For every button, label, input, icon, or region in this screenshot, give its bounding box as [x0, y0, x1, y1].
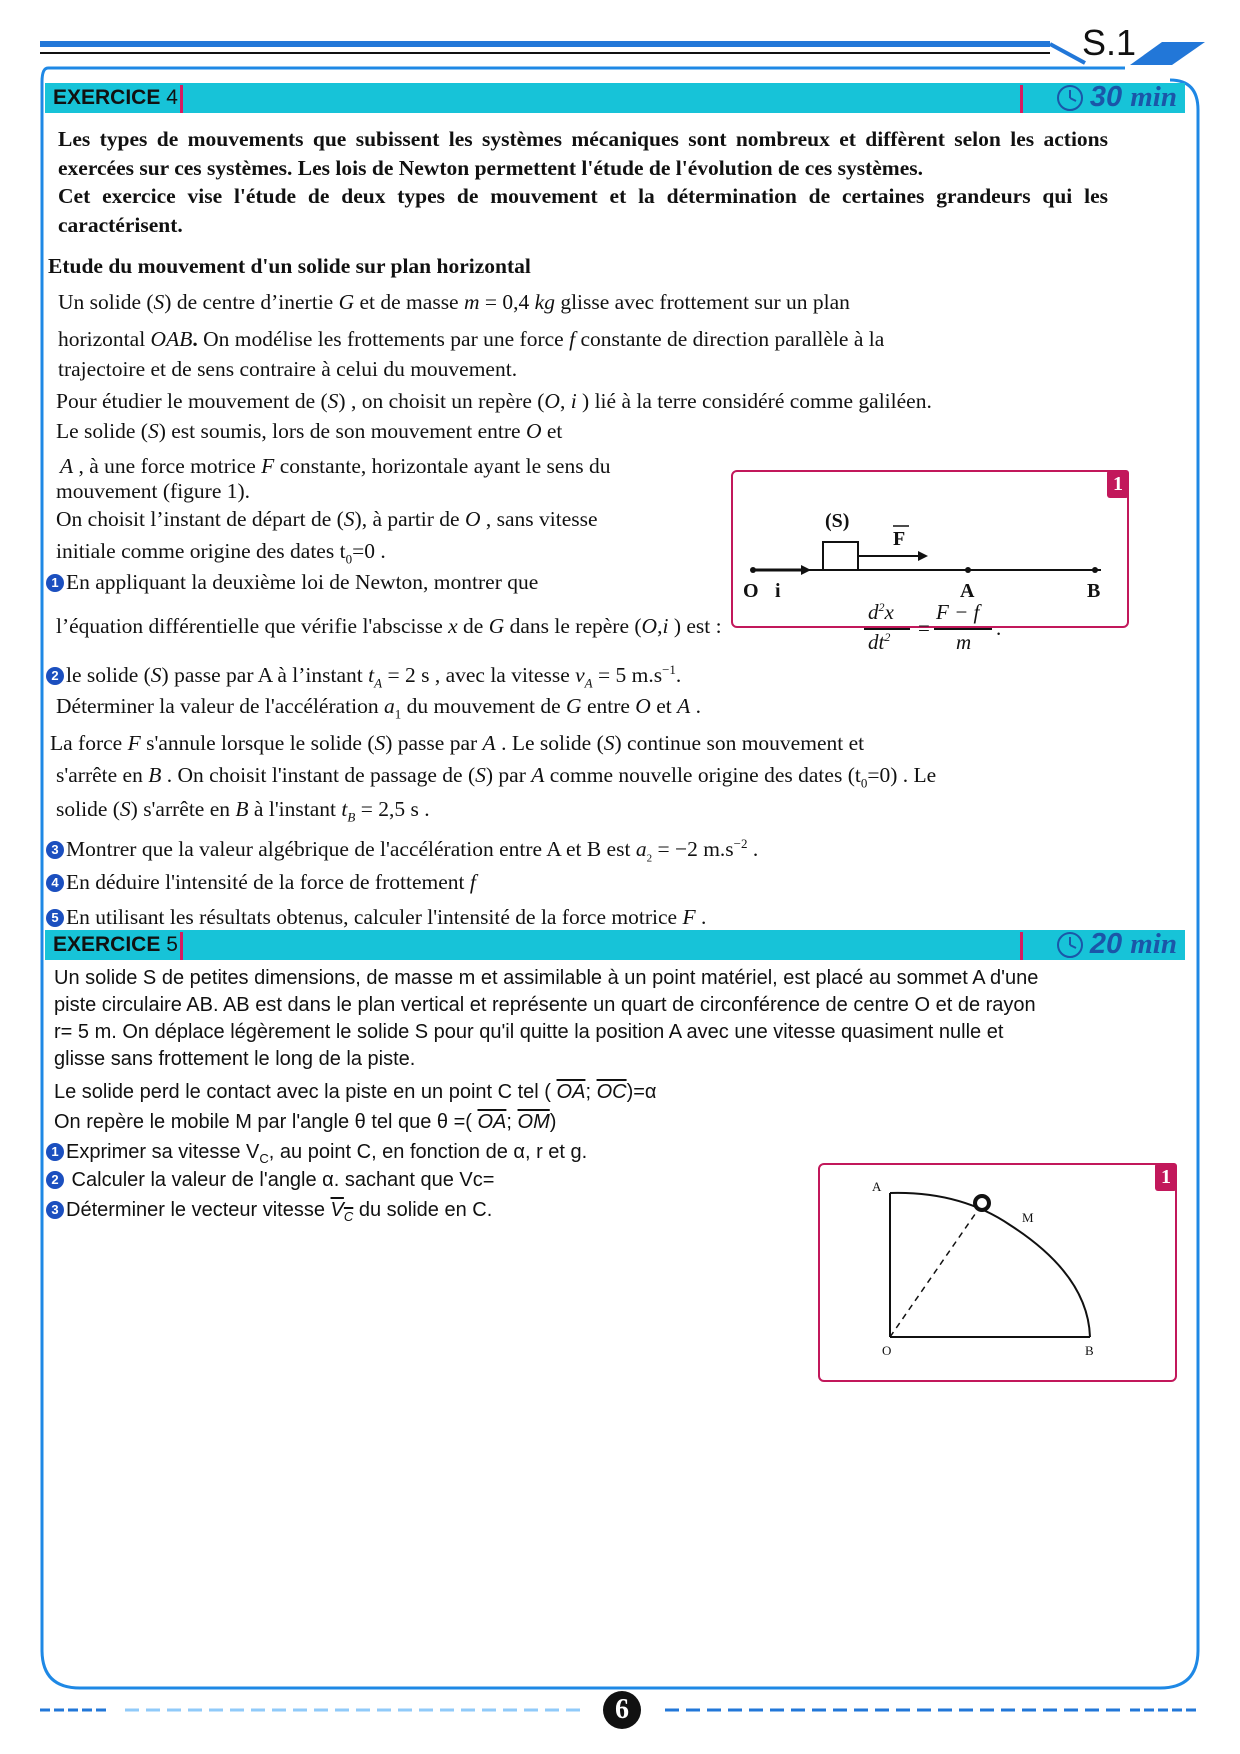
text-line: horizontal OAB. On modélise les frottements par une force f constante de direction parallèle à la — [58, 327, 885, 351]
clock-icon — [1056, 84, 1084, 112]
text-line: initiale comme origine des dates $t_0=0$ . — [56, 539, 386, 567]
text-line: solide (S) s'arrête en B à l'instant $t_B = 2,5$ s . — [56, 797, 430, 825]
question-5: 5 En utilisant les résultats obtenus, calculer l'intensité de la force motrice F . — [46, 903, 706, 931]
exercise-4-header — [45, 83, 1185, 113]
point-b-label: B — [1087, 580, 1101, 602]
figure-1-circular-track — [818, 1163, 1177, 1382]
question-2: 2 le solide (S) passe par A à l’instant $t_A = 2$ s , avec la vitesse $v_A = 5$ $m.s^{-1}$. — [46, 656, 681, 697]
question-3: 3 Montrer que la valeur algébrique de l'accélération entre A et B est $a_2 = -2$ $m.s^{-2}$ . — [46, 830, 758, 872]
text-line: On repère le mobile M par l'angle θ tel que θ =( $\overline{OA}$; $\overline{OM}$) — [54, 1111, 557, 1133]
label-b: B — [1085, 1343, 1094, 1358]
text-line: A , à une force motrice F constante, horizontale ayant le sens du — [60, 454, 611, 478]
circular-track-diagram — [820, 1165, 1175, 1380]
section-code: S.1 — [1082, 22, 1137, 63]
figure-tag: 1 — [1155, 1163, 1177, 1191]
label-o: O — [882, 1343, 892, 1358]
separator — [1020, 85, 1023, 113]
origin-label: O — [743, 580, 759, 602]
exercise-4-label: EXERCICE 4 — [53, 86, 178, 109]
question-1: 1 En appliquant la deuxième loi de Newton, montrer que — [46, 568, 538, 596]
exercise-4-timer: 30 min — [1056, 81, 1177, 114]
text-line: On choisit l’instant de départ de (S), à partir de O , sans vitesse — [56, 507, 598, 531]
text-line: Le solide perd le contact avec la piste en un point C tel ( $\overline{OA}$; $\overline{OC})=\alpha$ — [54, 1081, 657, 1103]
label-a: A — [872, 1179, 882, 1194]
text-line: s'arrête en B . On choisit l'instant de passage de (S) par A comme nouvelle origine des dates $(t_0=0)$ . Le — [56, 763, 937, 791]
text-line: Un solide (S) de centre d’inertie G et de masse m = 0,4 kg glisse avec frottement sur un plan — [58, 290, 850, 314]
page-number: 6 — [615, 1694, 629, 1725]
text-line: glisse sans frottement le long de la piste. — [54, 1048, 416, 1070]
figure-tag: 1 — [1107, 470, 1129, 498]
question-ex5-3: 3 Déterminer le vecteur vitesse $V_C$ du solide en C. — [46, 1196, 492, 1231]
point-a-label: A — [960, 580, 975, 602]
text-line: r= 5 m. On déplace légèrement le solide S pour qu'il quitte la position A avec une vitesse quasiment nulle et — [54, 1021, 1004, 1043]
exercise-5-header — [45, 930, 1185, 960]
solid-label: (S) — [825, 510, 850, 532]
question-4: 4 En déduire l'intensité de la force de frottement f — [46, 868, 476, 896]
force-label: F — [893, 528, 906, 550]
question-ex5-2: 2 Calculer la valeur de l'angle α. sachant que Vc= — [46, 1166, 494, 1194]
differential-equation: $d^2x$ $dt^2$ = F − f m . — [862, 600, 1002, 664]
unit-vector-label: i — [775, 580, 781, 602]
text-line: Déterminer la valeur de l'accélération $a_1$ du mouvement de G entre O et A . — [56, 694, 701, 722]
text-line: l’équation différentielle que vérifie l'abscisse x de G dans le repère (O,i ) est : — [56, 614, 722, 638]
separator — [1020, 932, 1023, 960]
text-line: Pour étudier le mouvement de (S) , on choisit un repère (O, i ) lié à la terre considéré comme galiléen. — [56, 389, 932, 413]
question-ex5-1: 1 Exprimer sa vitesse $V_C$, au point C, en fonction de α, r et g. — [46, 1138, 587, 1173]
section-title: Etude du mouvement d'un solide sur plan horizontal — [48, 254, 531, 278]
exercise-5-label: EXERCICE 5 — [53, 933, 178, 956]
text-line: Un solide S de petites dimensions, de masse m et assimilable à un point matériel, est placé au sommet A d'une — [54, 967, 1039, 989]
text-line: Le solide (S) est soumis, lors de son mouvement entre O et — [56, 419, 563, 443]
clock-icon — [1056, 931, 1084, 959]
separator — [180, 932, 183, 960]
text-line: La force F s'annule lorsque le solide (S) passe par A . Le solide (S) continue son mouvement et — [50, 731, 865, 755]
label-m: M — [1022, 1210, 1034, 1225]
separator — [180, 85, 183, 113]
text-line: trajectoire et de sens contraire à celui du mouvement. — [58, 357, 518, 381]
text-line: piste circulaire AB. AB est dans le plan vertical et représente un quart de circonférence de centre O et de rayon — [54, 994, 1036, 1016]
exercise-5-timer: 20 min — [1056, 928, 1177, 961]
exercise-4-intro: Les types de mouvements que subissent les systèmes mécaniques sont nombreux et diffèrent selon les actions exercées sur ces systèmes. Les lois de Newton permettent l'étude de l'évolution de ces systèmes. Cet exercice vise l'étude de deux types de mouvement et la détermination de certaines grandeurs qui les caractérisent. — [58, 127, 1108, 237]
text-line: mouvement (figure 1). — [56, 479, 251, 503]
